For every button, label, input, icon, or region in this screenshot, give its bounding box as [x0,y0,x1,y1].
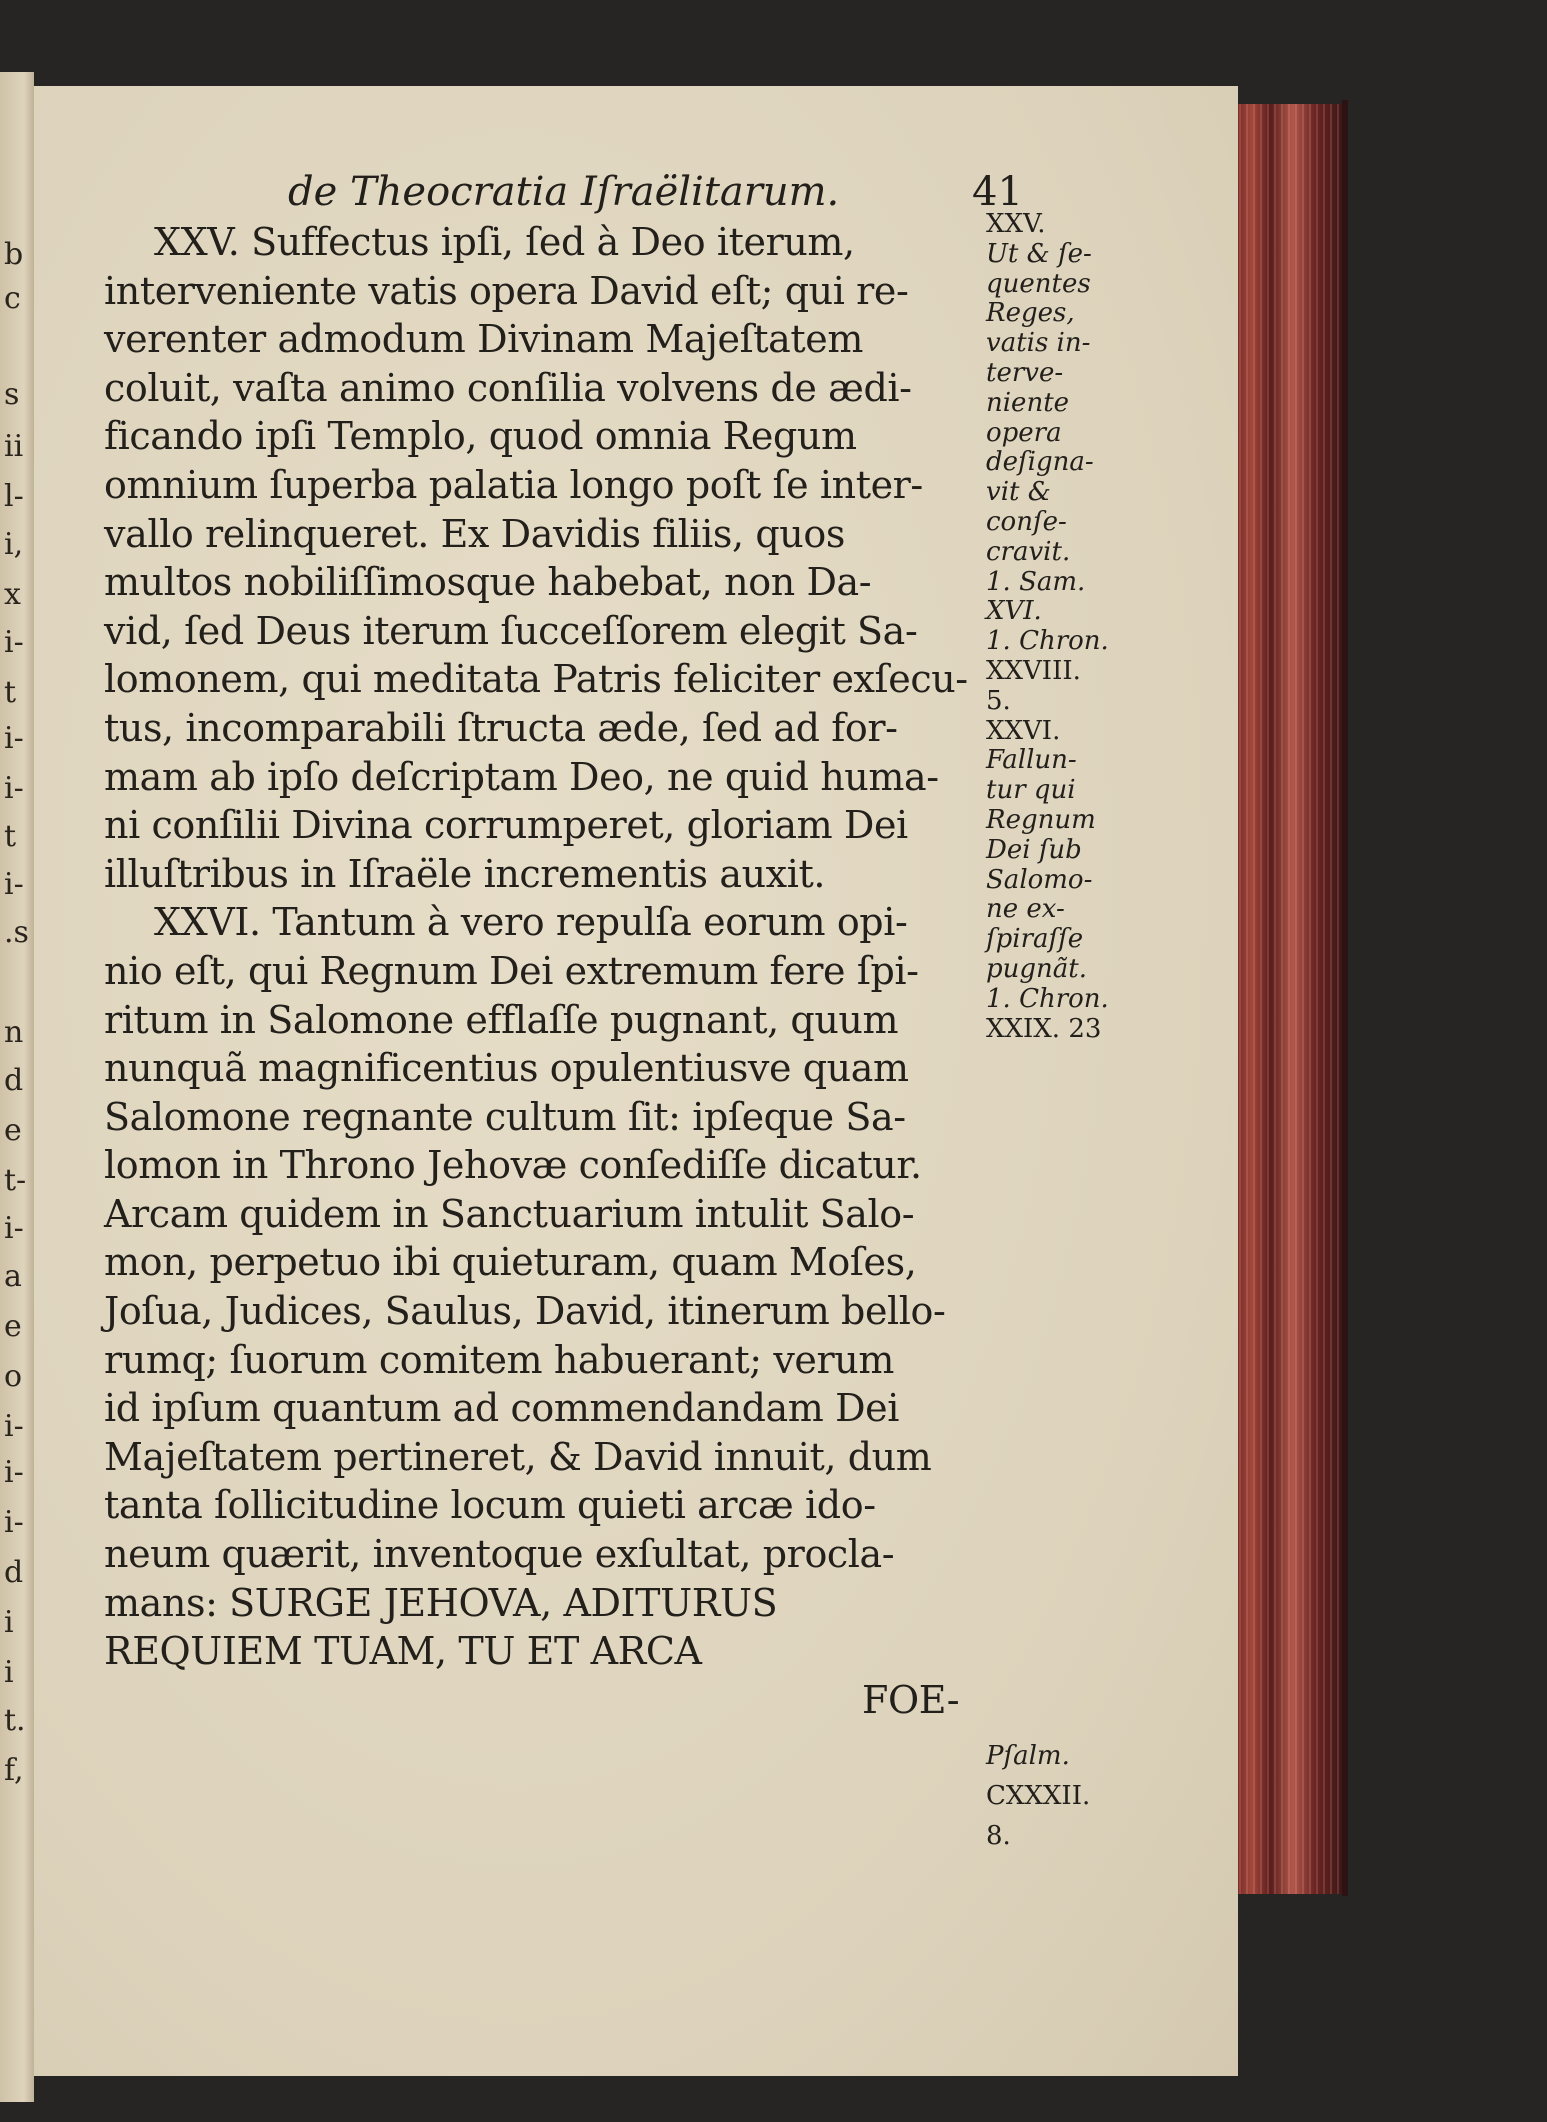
text-line: lomon in Throno Jehovæ conſediſſe dicatur. [104,1143,922,1188]
left-page-fragment: n [4,1015,24,1050]
text-line: Salomone regnante cultum ſit: ipſeque Sa- [104,1094,906,1139]
left-page-fragment: e [4,1309,22,1344]
left-page-fragment: a [4,1259,22,1294]
catchword: FOE- [862,1677,960,1722]
margin-note: Pſalm. [986,1741,1070,1771]
margin-note: XXVIII. [986,655,1081,686]
left-page-fragment: d [4,1063,24,1098]
margin-note: quentes [986,268,1091,299]
text-line: neum quærit, inventoque exſultat, procla- [104,1532,895,1577]
margin-note: vit & [986,477,1051,508]
main-text [104,218,1014,1724]
text-line: mon, perpetuo ibi quieturam, quam Moſes, [104,1240,917,1285]
text-line: Arcam quidem in Sanctuarium intulit Salo- [104,1191,915,1236]
margin-note: 5. [986,685,1011,716]
margin-note: opera [986,417,1062,448]
margin-note: niente [986,387,1070,418]
left-page-fragment: x [4,577,21,612]
text-line: XXV. Suffectus ipſi, ſed à Deo iterum, [154,220,855,264]
text-line: rumq; ſuorum comitem habuerant; verum [104,1337,894,1382]
left-page-fragment: i- [4,1505,24,1540]
text-line: ficando ipſi Templo, quod omnia Regum [104,414,857,459]
book-page [34,86,1238,2076]
page-number: 41 [972,169,1023,215]
margin-note: pugnãt. [986,953,1087,984]
margin-note: XVI. [986,596,1042,627]
text-line: Joſua, Judices, Saulus, David, itinerum bello- [104,1289,946,1334]
text-line: multos nobiliſſimosque habebat, non Da- [104,560,872,605]
text-line: mans: SURGE JEHOVA, ADITURUS [104,1580,778,1625]
text-line: interveniente vatis opera David eſt; qui re- [104,268,909,313]
margin-notes [986,210,1146,1044]
text-line: coluit, vaſta animo conſilia volvens de ædi- [104,365,912,410]
left-page-fragment: i- [4,771,24,806]
left-page-fragment: i- [4,1409,24,1444]
margin-note: ne ex- [986,894,1065,925]
margin-note: CXXXII. [986,1781,1091,1811]
margin-note: XXIX. 23 [986,1013,1102,1044]
text-line: Majeſtatem pertineret, & David innuit, dum [104,1434,932,1479]
left-page-fragment: i, [4,527,24,562]
text-line: tus, incomparabili ſtructa æde, ſed ad for- [104,705,898,750]
left-page-fragment: i- [4,1211,24,1246]
left-page-fragment: ii [4,429,24,464]
text-line: vallo relinqueret. Ex Davidis filiis, quos [104,511,845,556]
text-line: omnium ſuperba palatia longo poſt ſe inter- [104,462,923,507]
left-page-fragment: f, [4,1753,24,1788]
text-line: nunquã magnificentius opulentiusve quam [104,1046,909,1091]
left-page-fragment: e [4,1113,22,1148]
text-line: REQUIEM TUAM, TU ET ARCA [104,1629,702,1674]
margin-note: 1. Sam. [986,566,1086,597]
left-page-fragment: t [4,675,17,710]
margin-note: tur qui [986,775,1076,806]
left-page-fragment: i- [4,721,24,756]
left-page-fragment: .s [4,915,29,950]
margin-note: ſpiraſſe [986,924,1084,955]
margin-note: XXVI. [986,715,1061,746]
left-page-fragment: t- [4,1163,27,1198]
left-page-fragment: d [4,1555,24,1590]
margin-note: terve- [986,357,1064,388]
text-line: verenter admodum Divinam Majeſtatem [104,317,863,362]
text-line: mam ab ipſo deſcriptam Deo, ne quid huma- [104,754,939,799]
margin-note: Salomo- [986,864,1093,895]
running-header [288,168,1028,216]
left-page-fragment: c [4,281,21,316]
left-page-fragment: t [4,819,17,854]
book-binding [1232,104,1342,1894]
left-page-fragment: o [4,1359,23,1394]
left-page-fragment: s [4,377,20,412]
margin-note: Regnum [986,804,1096,835]
left-page-fragment: t. [4,1703,26,1738]
text-line: id ipſum quantum ad commendandam Dei [104,1386,899,1431]
fore-edge [1342,100,1348,1896]
text-line: vid, ſed Deus iterum ſucceſſorem elegit Sa- [104,608,918,653]
text-line: tanta ſollicitudine locum quieti arcæ ido- [104,1483,876,1528]
text-line: XXVI. Tantum à vero repulſa eorum opi- [154,900,908,945]
text-line: illuſtribus in Iſraële incrementis auxit. [104,851,826,896]
left-page-fragment: i- [4,1455,24,1490]
margin-note: Reges, [986,298,1075,329]
margin-note: vatis in- [986,328,1091,359]
margin-note: conſe- [986,506,1067,537]
margin-note: deſigna- [986,447,1094,478]
text-line: lomonem, qui meditata Patris feliciter exſecu- [104,657,968,702]
margin-note: 8. [986,1821,1011,1851]
left-page-edge [0,72,34,2102]
margin-note: Dei ſub [986,834,1082,865]
margin-note: 1. Chron. [986,983,1109,1014]
left-page-fragment: i [4,1605,14,1640]
text-line: ni conſilii Divina corrumperet, gloriam Dei [104,803,908,848]
text-line: nio eſt, qui Regnum Dei extremum fere ſpi- [104,948,919,993]
left-page-fragment: i [4,1655,14,1690]
margin-note: cravit. [986,536,1071,567]
left-page-fragment: i- [4,867,24,902]
margin-notes-psalm [986,1736,1146,1856]
margin-note: Ut & ſe- [986,238,1092,269]
header-title: de Theocratia Iſraëlitarum. [288,169,840,215]
left-page-fragment: l- [4,479,24,514]
margin-note: XXV. [986,209,1046,239]
left-page-fragment: b [4,237,24,272]
margin-note: Fallun- [986,745,1077,776]
text-line: ritum in Salomone efflaſſe pugnant, quum [104,997,899,1042]
left-page-fragment: i- [4,625,24,660]
margin-note: 1. Chron. [986,626,1109,657]
